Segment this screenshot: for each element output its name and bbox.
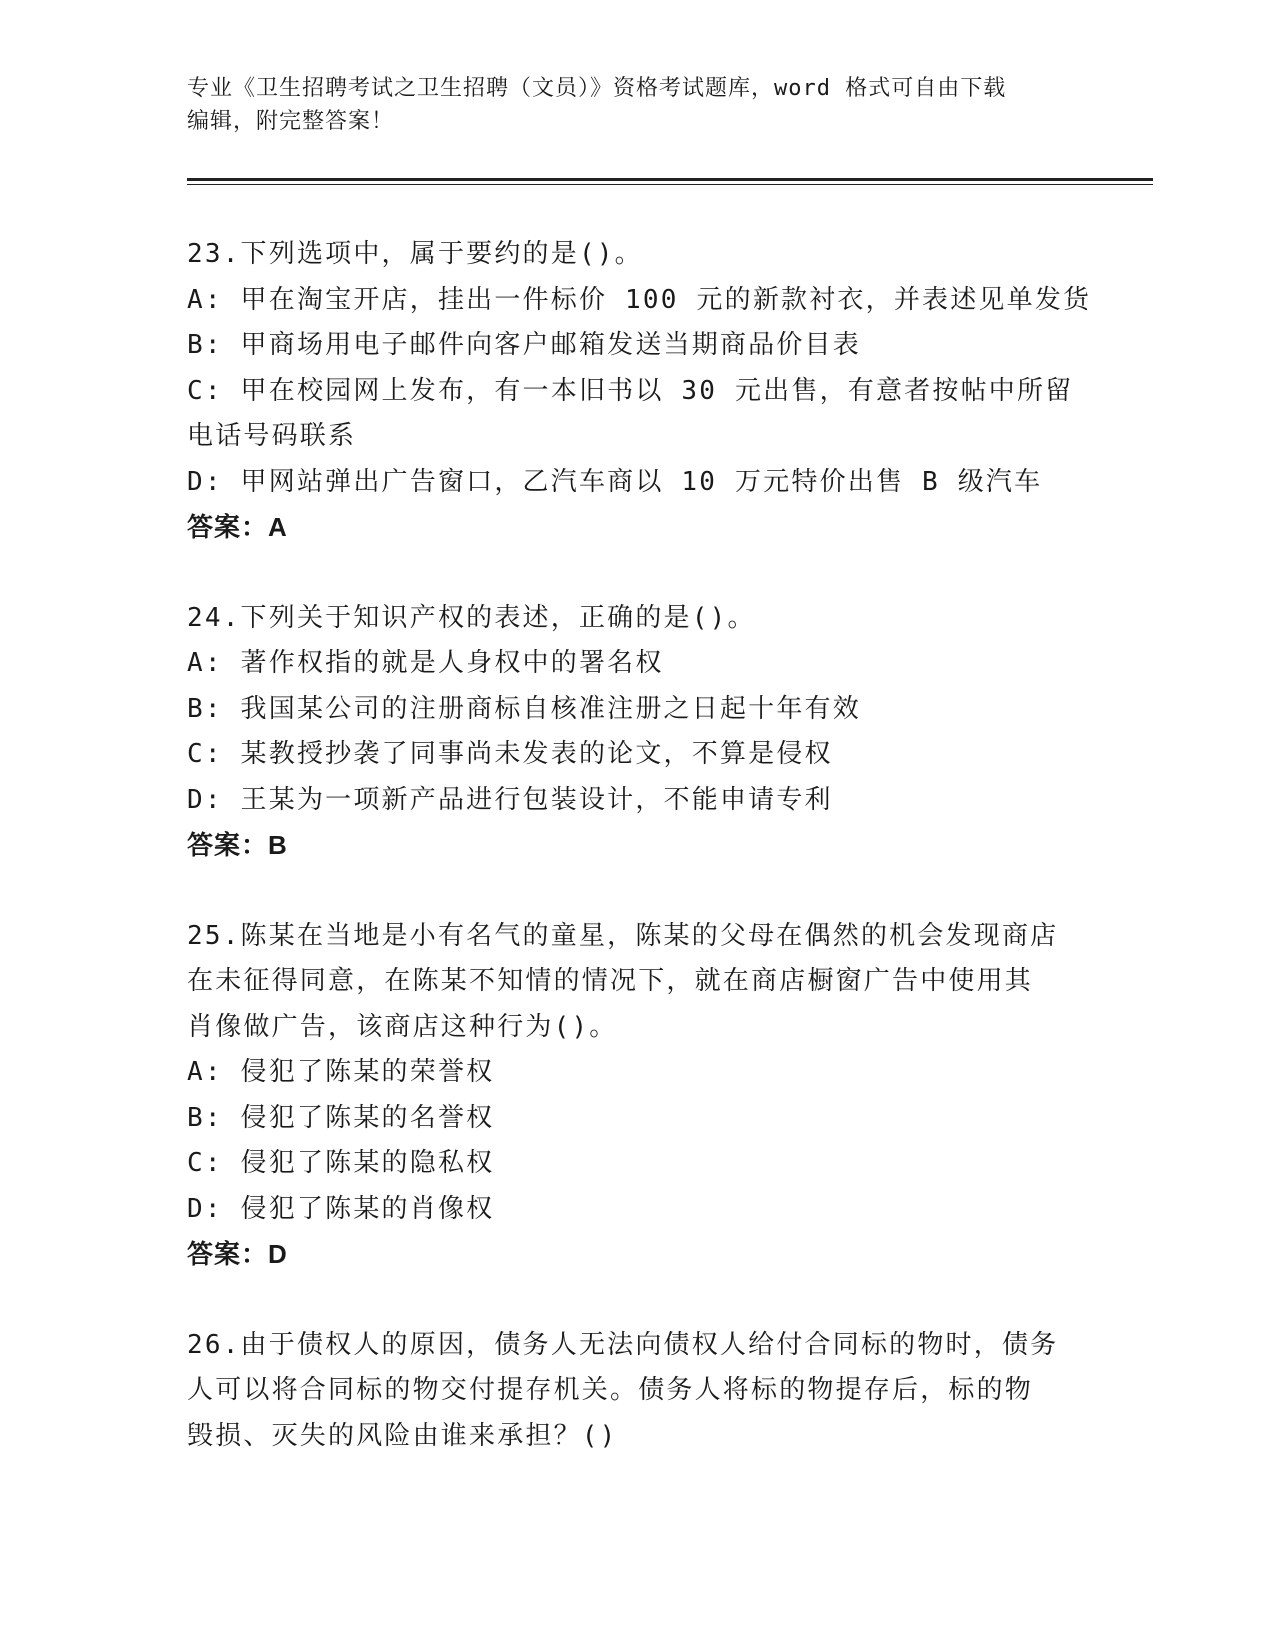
option-a: A: 著作权指的就是人身权中的署名权 (187, 648, 664, 678)
question-stem: 23.下列选项中，属于要约的是()。 (187, 239, 643, 269)
question-26 (187, 1323, 1087, 1460)
option-b: B: 侵犯了陈某的名誉权 (187, 1102, 495, 1133)
question-list (187, 232, 1092, 1459)
question-stem: 24.下列关于知识产权的表述，正确的是()。 (187, 602, 756, 633)
header-divider-thin (187, 184, 1153, 185)
document-header (187, 72, 1087, 138)
question-23 (187, 232, 1092, 551)
question-stem-line-1: 25.陈某在当地是小有名气的童星，陈某的父母在偶然的机会发现商店 (187, 920, 1059, 951)
question-stem-line-3: 毁损、灭失的风险由谁来承担？() (187, 1420, 618, 1451)
question-24 (187, 596, 1087, 869)
header-line-1: 专业《卫生招聘考试之卫生招聘（文员）》资格考试题库，word 格式可自由下载 (187, 76, 1007, 101)
header-divider-thick (187, 178, 1153, 181)
option-b: B: 我国某公司的注册商标自核准注册之日起十年有效 (187, 693, 861, 724)
question-stem-line-2: 在未征得同意，在陈某不知情的情况下，就在商店橱窗广告中使用其 (187, 966, 1034, 996)
option-c: C: 某教授抄袭了同事尚未发表的论文，不算是侵权 (187, 739, 833, 769)
option-a: A: 侵犯了陈某的荣誉权 (187, 1057, 495, 1087)
question-stem-line-2: 人可以将合同标的物交付提存机关。债务人将标的物提存后，标的物 (187, 1375, 1034, 1405)
question-stem-line-3: 肖像做广告，该商店这种行为()。 (187, 1011, 618, 1042)
option-a: A: 甲在淘宝开店，挂出一件标价 100 元的新款衬衣，并表述见单发货 (187, 284, 1092, 315)
header-line-2: 编辑，附完整答案！ (187, 109, 395, 134)
option-c-continued: 电话号码联系 (187, 421, 357, 451)
option-b: B: 甲商场用电子邮件向客户邮箱发送当期商品价目表 (187, 330, 861, 360)
spacer (187, 869, 1087, 914)
question-stem-line-1: 26.由于债权人的原因，债务人无法向债权人给付合同标的物时，债务 (187, 1329, 1059, 1360)
option-d: D: 王某为一项新产品进行包装设计，不能申请专利 (187, 784, 833, 815)
option-c: C: 侵犯了陈某的隐私权 (187, 1148, 495, 1178)
option-d: D: 甲网站弹出广告窗口，乙汽车商以 10 万元特价出售 B 级汽车 (187, 466, 1043, 497)
question-25 (187, 914, 1087, 1278)
answer: 答案：A (187, 512, 288, 542)
spacer (187, 551, 1087, 596)
option-d: D: 侵犯了陈某的肖像权 (187, 1193, 495, 1224)
answer: 答案：D (187, 1239, 288, 1269)
answer: 答案：B (187, 830, 288, 860)
option-c: C: 甲在校园网上发布，有一本旧书以 30 元出售，有意者按帖中所留 (187, 375, 1074, 406)
spacer (187, 1278, 1087, 1323)
